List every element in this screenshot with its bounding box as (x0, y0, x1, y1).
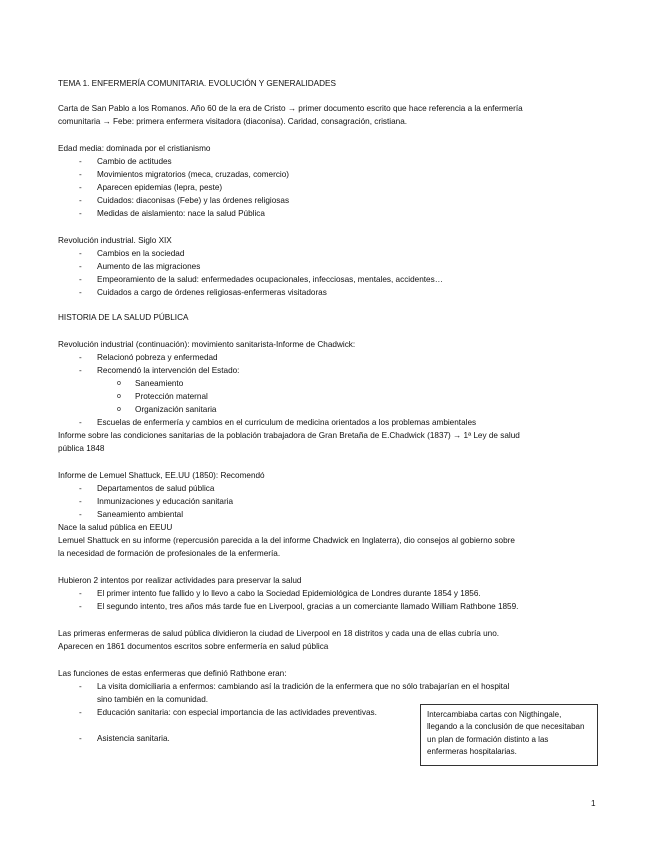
sub-list-item: Protección maternal (135, 392, 208, 401)
bullet-dash: - (79, 589, 82, 598)
bullet-dash: - (79, 170, 82, 179)
bullet-dash: - (79, 196, 82, 205)
list-item: Cambio de actitudes (97, 157, 172, 166)
document-title: TEMA 1. ENFERMERÍA COMUNITARIA. EVOLUCIÓN Y GENERALIDADES (58, 79, 336, 88)
bullet-circle: o (117, 406, 121, 413)
bullet-dash: - (79, 484, 82, 493)
edad-media-heading: Edad media: dominada por el cristianismo (58, 144, 211, 153)
list-item: Movimientos migratorios (meca, cruzadas, comercio) (97, 170, 290, 179)
bullet-dash: - (79, 249, 82, 258)
bullet-dash: - (79, 682, 82, 691)
bullet-dash: - (79, 275, 82, 284)
page-number: 1 (591, 799, 596, 808)
liverpool-line-1: Las primeras enfermeras de salud pública dividieron la ciudad de Liverpool en 18 distritos y cada una de ellas cubría uno. (58, 629, 500, 638)
list-item: Relacionó pobreza y enfermedad (97, 353, 218, 362)
shattuck-text-2: la necesidad de formación de profesionales de la enfermería. (58, 549, 281, 558)
list-item: El segundo intento, tres años más tarde fue en Liverpool, gracias a un comerciante llamado William Rathbone 1859. (97, 602, 519, 611)
bullet-dash: - (79, 366, 82, 375)
nace-line: Nace la salud pública en EEUU (58, 523, 173, 532)
bullet-dash: - (79, 288, 82, 297)
bullet-circle: o (117, 380, 121, 387)
list-item: Cuidados a cargo de órdenes religiosas-enfermeras visitadoras (97, 288, 327, 297)
liverpool-line-2: Aparecen en 1861 documentos escritos sobre enfermería en salud pública (58, 642, 329, 651)
bullet-dash: - (79, 353, 82, 362)
list-item: El primer intento fue fallido y lo llevo a cabo la Sociedad Epidemiológica de Londres durante 1854 y 1856. (97, 589, 481, 598)
list-item: La visita domiciliaria a enfermos: cambiando así la tradición de la enfermera que no sólo trabajarían en el hospital (97, 682, 510, 691)
list-item: Medidas de aislamiento: nace la salud Pública (97, 209, 265, 218)
sub-list-item: Organización sanitaria (135, 405, 217, 414)
revolucion-heading: Revolución industrial. Siglo XIX (58, 236, 172, 245)
funciones-heading: Las funciones de estas enfermeras que definió Rathbone eran: (58, 669, 287, 678)
list-item: Recomendó la intervención del Estado: (97, 366, 240, 375)
bullet-dash: - (79, 262, 82, 271)
list-item: Inmunizaciones y educación sanitaria (97, 497, 234, 506)
intro-line-1: Carta de San Pablo a los Romanos. Año 60 de la era de Cristo → primer documento escrito que hace referencia a la enfermería (58, 104, 523, 113)
intro-line-2: comunitaria → Febe: primera enfermera visitadora (diaconisa). Caridad, consagración, cristiana. (58, 117, 408, 126)
list-item: Cuidados: diaconisas (Febe) y las órdenes religiosas (97, 196, 290, 205)
shattuck-heading: Informe de Lemuel Shattuck, EE.UU (1850): Recomendó (58, 471, 265, 480)
list-item: Departamentos de salud pública (97, 484, 215, 493)
shattuck-text-1: Lemuel Shattuck en su informe (repercusión parecida a la del informe Chadwick en Inglaterra), dio consejos al gobierno sobre (58, 536, 515, 545)
list-item-continuation: sino también en la comunidad. (97, 695, 209, 704)
bullet-dash: - (79, 708, 82, 717)
bullet-dash: - (79, 734, 82, 743)
intentos-heading: Hubieron 2 intentos por realizar actividades para preservar la salud (58, 576, 302, 585)
informe-line-2: pública 1848 (58, 444, 105, 453)
note-box: Intercambiaba cartas con Nigthingale, llegando a la conclusión de que necesitaban un plan de formación distinto a las enfermeras hospitalarias. (420, 704, 598, 766)
bullet-dash: - (79, 510, 82, 519)
sub-list-item: Saneamiento (135, 379, 184, 388)
bullet-dash: - (79, 497, 82, 506)
list-item: Aparecen epidemias (lepra, peste) (97, 183, 223, 192)
historia-heading: HISTORIA DE LA SALUD PÚBLICA (58, 313, 189, 322)
chadwick-heading: Revolución industrial (continuación): movimiento sanitarista-Informe de Chadwick: (58, 340, 356, 349)
list-item: Educación sanitaria: con especial importancia de las actividades preventivas. (97, 708, 377, 717)
list-item: Escuelas de enfermería y cambios en el curriculum de medicina orientados a los problemas ambientales (97, 418, 477, 427)
bullet-dash: - (79, 157, 82, 166)
bullet-dash: - (79, 602, 82, 611)
bullet-dash: - (79, 418, 82, 427)
list-item: Asistencia sanitaria. (97, 734, 170, 743)
list-item: Aumento de las migraciones (97, 262, 201, 271)
list-item: Empeoramiento de la salud: enfermedades ocupacionales, infecciosas, mentales, accidentes… (97, 275, 443, 284)
list-item: Cambios en la sociedad (97, 249, 185, 258)
bullet-dash: - (79, 183, 82, 192)
bullet-dash: - (79, 209, 82, 218)
list-item: Saneamiento ambiental (97, 510, 184, 519)
bullet-circle: o (117, 393, 121, 400)
informe-line-1: Informe sobre las condiciones sanitarias de la población trabajadora de Gran Bretaña de E.Chadwick (1837) → 1ª Ley de salud (58, 431, 520, 440)
